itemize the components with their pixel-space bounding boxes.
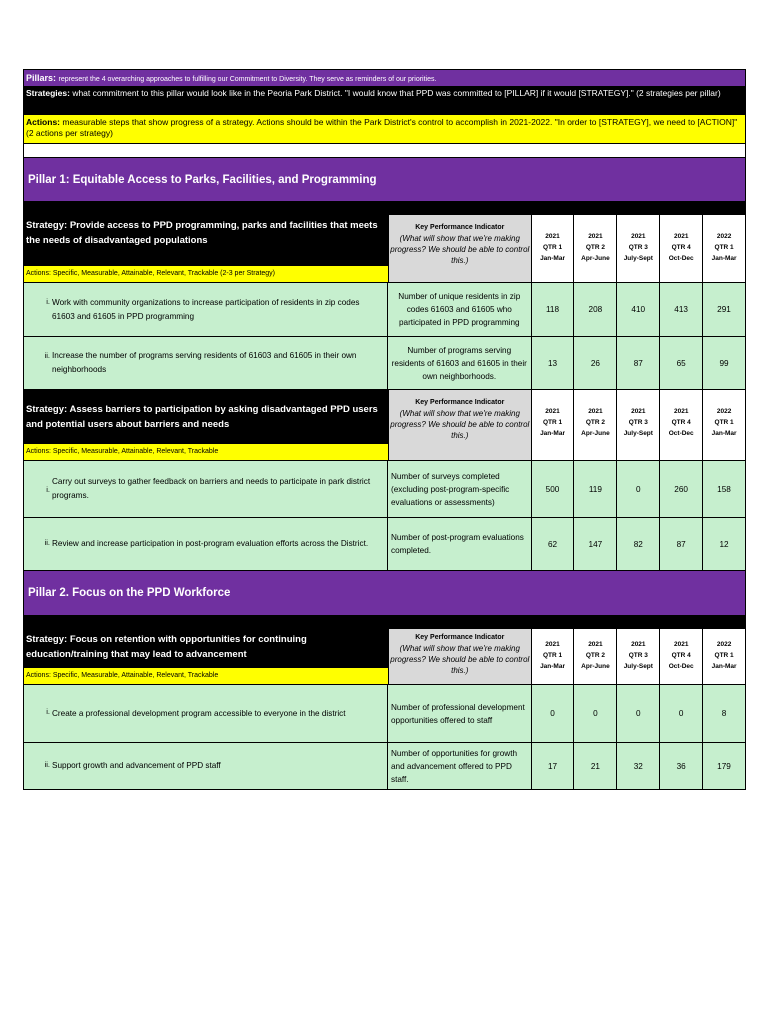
quarter-value: 65 bbox=[659, 337, 702, 389]
kpi-header bbox=[388, 215, 531, 282]
kpi-header-title: Key Performance Indicator bbox=[415, 224, 505, 231]
quarter-year: 2021 bbox=[631, 233, 646, 240]
quarter-months: Oct-Dec bbox=[668, 663, 694, 670]
action-cell bbox=[24, 461, 388, 517]
quarter-months: July-Sept bbox=[623, 430, 653, 437]
action-number: i. bbox=[46, 707, 50, 716]
quarter-months: Jan-Mar bbox=[540, 255, 565, 262]
quarter-value: 413 bbox=[659, 283, 702, 336]
pillar-divider bbox=[23, 201, 746, 214]
quarter-months: Jan-Mar bbox=[711, 255, 737, 262]
quarter-label: QTR 1 bbox=[714, 419, 734, 426]
quarter-label: QTR 3 bbox=[628, 652, 648, 659]
action-text: Carry out surveys to gather feedback on barriers and needs to participate in park district programs. bbox=[52, 477, 371, 500]
action-cell bbox=[24, 337, 388, 389]
quarter-header bbox=[531, 629, 574, 684]
quarter-label: QTR 2 bbox=[585, 419, 605, 426]
quarter-value: 99 bbox=[702, 337, 745, 389]
quarter-value: 17 bbox=[531, 743, 574, 789]
table-row bbox=[23, 517, 746, 570]
actions-label: Actions: Specific, Measurable, Attainable, Relevant, Trackable bbox=[24, 443, 388, 460]
quarter-label: QTR 1 bbox=[542, 244, 563, 251]
kpi-header-subtitle: (What will show that we're making progress? We should be able to control this.) bbox=[390, 234, 530, 265]
table-row bbox=[23, 336, 746, 389]
quarter-months: July-Sept bbox=[623, 663, 653, 670]
strategy-cell bbox=[24, 215, 388, 282]
action-text: Review and increase participation in post-program evaluation efforts across the District. bbox=[52, 539, 369, 548]
quarter-value: 0 bbox=[616, 461, 659, 517]
quarter-label: QTR 3 bbox=[628, 419, 648, 426]
table-row bbox=[23, 742, 746, 790]
kpi-text: Number of post-program evaluations completed. bbox=[388, 518, 531, 570]
quarter-value: 32 bbox=[616, 743, 659, 789]
action-cell bbox=[24, 518, 388, 570]
quarter-months: July-Sept bbox=[623, 255, 653, 262]
quarter-value: 147 bbox=[573, 518, 616, 570]
quarter-value: 82 bbox=[616, 518, 659, 570]
quarter-months: Jan-Mar bbox=[540, 663, 565, 670]
quarter-value: 36 bbox=[659, 743, 702, 789]
quarter-months: Oct-Dec bbox=[668, 255, 694, 262]
action-text: Create a professional development program accessible to everyone in the district bbox=[52, 708, 346, 718]
quarter-label: QTR 3 bbox=[628, 244, 648, 251]
quarter-value: 21 bbox=[573, 743, 616, 789]
legend-actions-text: measurable steps that show progress of a strategy. Actions should be within the Park District's control to accomplish in 2021-2022. "In order to [STRATEGY], we need to [ACTION]" (2 actions per strategy) bbox=[26, 117, 738, 138]
quarter-header bbox=[659, 215, 702, 282]
action-number: ii. bbox=[44, 760, 50, 769]
quarter-label: QTR 1 bbox=[542, 652, 563, 659]
quarter-value: 0 bbox=[659, 685, 702, 742]
quarter-value: 8 bbox=[702, 685, 745, 742]
quarter-header bbox=[616, 390, 659, 460]
quarter-months: Apr-June bbox=[581, 255, 610, 262]
table-row bbox=[23, 684, 746, 742]
kpi-text: Number of unique residents in zip codes 61603 and 61605 who participated in PPD programming bbox=[388, 283, 531, 336]
quarter-value: 119 bbox=[573, 461, 616, 517]
quarter-year: 2022 bbox=[716, 408, 732, 415]
quarter-value: 410 bbox=[616, 283, 659, 336]
quarter-header bbox=[531, 215, 574, 282]
quarter-value: 62 bbox=[531, 518, 574, 570]
quarter-header bbox=[573, 629, 616, 684]
quarter-months: Oct-Dec bbox=[668, 430, 694, 437]
quarter-value: 0 bbox=[531, 685, 574, 742]
quarter-header bbox=[616, 629, 659, 684]
quarter-months: Jan-Mar bbox=[711, 663, 737, 670]
quarter-value: 158 bbox=[702, 461, 745, 517]
quarter-year: 2021 bbox=[545, 408, 560, 415]
actions-label: Actions: Specific, Measurable, Attainable, Relevant, Trackable bbox=[24, 667, 388, 684]
strategy-title: Strategy: Focus on retention with opportunities for continuing education/training that may lead to advancement bbox=[26, 634, 307, 660]
quarter-year: 2021 bbox=[588, 408, 603, 415]
quarter-value: 0 bbox=[616, 685, 659, 742]
quarter-year: 2022 bbox=[716, 641, 732, 648]
kpi-text: Number of surveys completed (excluding post-program-specific evaluations or assessments) bbox=[388, 461, 531, 517]
quarter-months: Jan-Mar bbox=[711, 430, 737, 437]
quarter-value: 0 bbox=[573, 685, 616, 742]
action-number: i. bbox=[46, 297, 50, 306]
action-number: ii. bbox=[44, 538, 50, 547]
actions-label: Actions: Specific, Measurable, Attainable, Relevant, Trackable (2-3 per Strategy) bbox=[24, 265, 388, 282]
quarter-header bbox=[702, 390, 745, 460]
quarter-label: QTR 1 bbox=[714, 652, 734, 659]
quarter-months: Apr-June bbox=[581, 430, 610, 437]
quarter-year: 2022 bbox=[716, 233, 732, 240]
table-row bbox=[23, 460, 746, 517]
strategy-title: Strategy: Assess barriers to participation by asking disadvantaged PPD users and potential users about barriers and needs bbox=[26, 404, 378, 430]
kpi-sheet bbox=[23, 69, 746, 790]
quarter-year: 2021 bbox=[545, 233, 560, 240]
legend-pillars-label: Pillars: bbox=[26, 73, 57, 83]
kpi-header bbox=[388, 629, 531, 684]
quarter-year: 2021 bbox=[545, 641, 560, 648]
kpi-header-title: Key Performance Indicator bbox=[415, 634, 505, 641]
action-text: Increase the number of programs serving residents of 61603 and 61605 in their own neighborhoods bbox=[52, 351, 357, 374]
quarter-months: Jan-Mar bbox=[540, 430, 565, 437]
kpi-text: Number of programs serving residents of 61603 and 61605 in their own neighborhoods. bbox=[388, 337, 531, 389]
quarter-value: 118 bbox=[531, 283, 574, 336]
quarter-header bbox=[573, 215, 616, 282]
quarter-header bbox=[573, 390, 616, 460]
quarter-year: 2021 bbox=[588, 233, 603, 240]
strategy-title: Strategy: Provide access to PPD programming, parks and facilities that meets the needs of disadvantaged populations bbox=[26, 220, 378, 246]
quarter-year: 2021 bbox=[673, 408, 689, 415]
quarter-value: 179 bbox=[702, 743, 745, 789]
legend-strategies bbox=[23, 86, 746, 115]
pillar-2-title: Pillar 2. Focus on the PPD Workforce bbox=[23, 570, 746, 615]
quarter-value: 500 bbox=[531, 461, 574, 517]
kpi-text: Number of professional development opportunities offered to staff bbox=[388, 685, 531, 742]
action-text: Support growth and advancement of PPD staff bbox=[52, 761, 221, 770]
strategy-header bbox=[23, 214, 746, 282]
action-cell bbox=[24, 685, 388, 742]
strategy-cell bbox=[24, 629, 388, 684]
strategy-cell bbox=[24, 390, 388, 460]
legend-strategies-label: Strategies: bbox=[26, 88, 70, 98]
quarter-value: 208 bbox=[573, 283, 616, 336]
quarter-header bbox=[616, 215, 659, 282]
quarter-year: 2021 bbox=[588, 641, 603, 648]
pillar-1-title: Pillar 1: Equitable Access to Parks, Facilities, and Programming bbox=[23, 157, 746, 201]
quarter-label: QTR 1 bbox=[542, 419, 563, 426]
quarter-label: QTR 2 bbox=[585, 244, 605, 251]
table-row bbox=[23, 282, 746, 336]
quarter-value: 13 bbox=[531, 337, 574, 389]
action-number: i. bbox=[46, 485, 50, 494]
action-cell bbox=[24, 283, 388, 336]
action-number: ii. bbox=[44, 351, 50, 360]
legend-actions bbox=[23, 115, 746, 144]
quarter-header bbox=[531, 390, 574, 460]
quarter-value: 291 bbox=[702, 283, 745, 336]
quarter-value: 260 bbox=[659, 461, 702, 517]
quarter-label: QTR 4 bbox=[671, 419, 691, 426]
quarter-header bbox=[702, 629, 745, 684]
quarter-value: 87 bbox=[659, 518, 702, 570]
legend-pillars bbox=[23, 69, 746, 86]
kpi-text: Number of opportunities for growth and advancement offered to PPD staff. bbox=[388, 743, 531, 789]
kpi-header bbox=[388, 390, 531, 460]
spacer bbox=[23, 144, 746, 157]
quarter-year: 2021 bbox=[631, 408, 646, 415]
quarter-year: 2021 bbox=[673, 233, 689, 240]
strategy-header bbox=[23, 628, 746, 684]
kpi-header-subtitle: (What will show that we're making progress? We should be able to control this.) bbox=[390, 644, 530, 675]
quarter-header bbox=[659, 629, 702, 684]
quarter-label: QTR 2 bbox=[585, 652, 605, 659]
kpi-header-title: Key Performance Indicator bbox=[415, 399, 505, 406]
quarter-label: QTR 1 bbox=[714, 244, 734, 251]
legend-actions-label: Actions: bbox=[26, 117, 60, 127]
legend-pillars-text: represent the 4 overarching approaches to fulfilling our Commitment to Diversity. They serve as reminders of our priorities. bbox=[58, 76, 437, 83]
quarter-header bbox=[659, 390, 702, 460]
action-cell bbox=[24, 743, 388, 789]
legend-strategies-text: what commitment to this pillar would look like in the Peoria Park District. "I would know that PPD was committed to [PILLAR] if it would [STRATEGY]." (2 strategies per pillar) bbox=[72, 88, 721, 98]
quarter-header bbox=[702, 215, 745, 282]
strategy-header bbox=[23, 389, 746, 460]
quarter-value: 87 bbox=[616, 337, 659, 389]
pillar-divider bbox=[23, 615, 746, 628]
action-text: Work with community organizations to increase participation of residents in zip codes 61603 and 61605 in PPD programming bbox=[52, 297, 360, 321]
quarter-value: 12 bbox=[702, 518, 745, 570]
quarter-months: Apr-June bbox=[581, 663, 610, 670]
quarter-year: 2021 bbox=[673, 641, 689, 648]
quarter-value: 26 bbox=[573, 337, 616, 389]
kpi-header-subtitle: (What will show that we're making progress? We should be able to control this.) bbox=[390, 409, 530, 440]
quarter-label: QTR 4 bbox=[671, 652, 691, 659]
quarter-year: 2021 bbox=[631, 641, 646, 648]
quarter-label: QTR 4 bbox=[671, 244, 691, 251]
